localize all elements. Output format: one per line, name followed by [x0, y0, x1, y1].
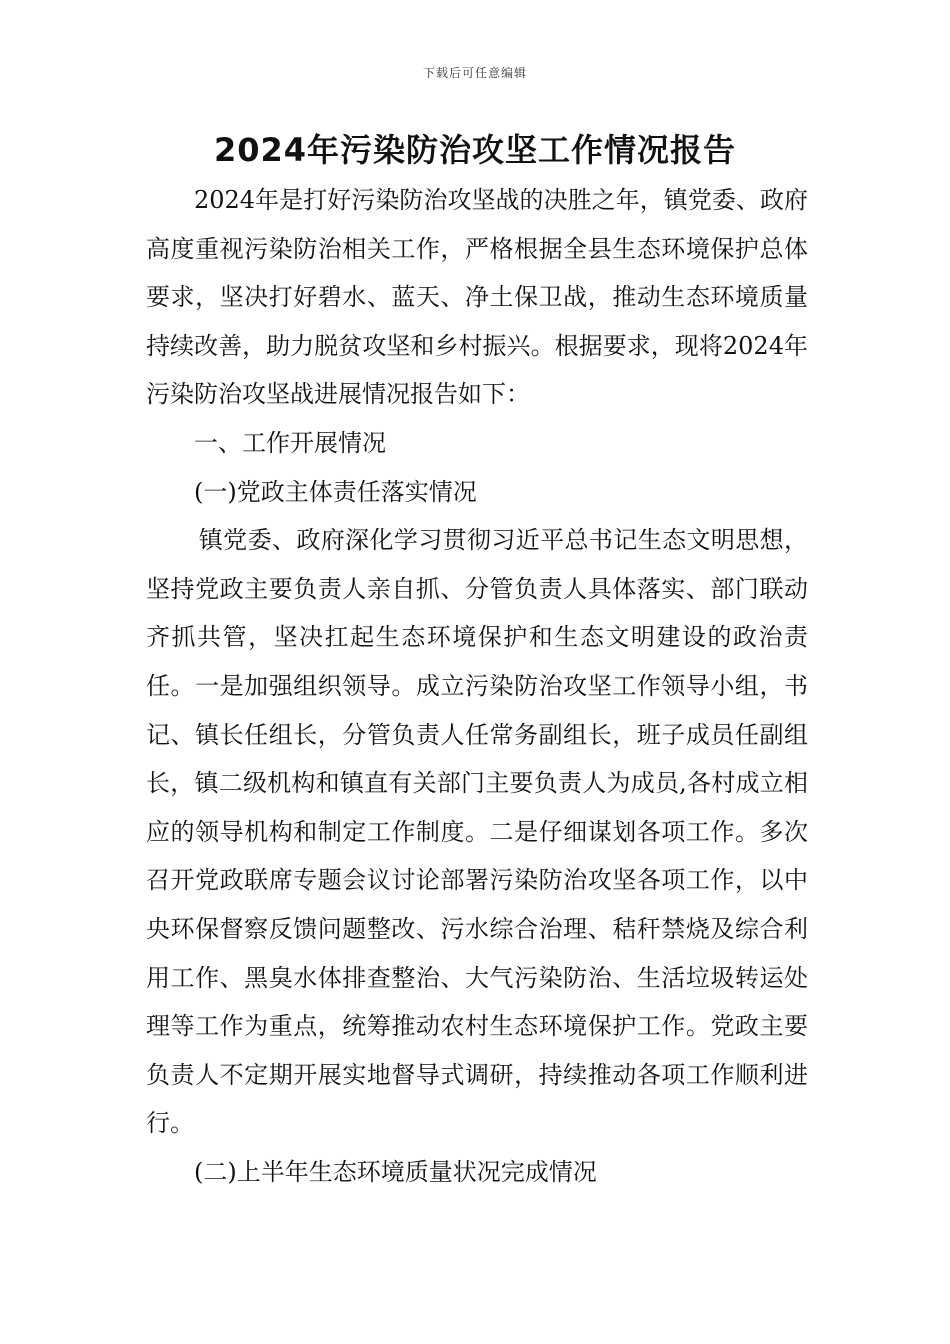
subsection-heading: (一)党政主体责任落实情况	[194, 477, 477, 506]
subsection-heading: (二)上半年生态环境质量状况完成情况	[194, 1157, 597, 1186]
document-title: 2024年污染防治攻坚工作情况报告	[213, 131, 737, 169]
intro-paragraph: 2024年是打好污染防治攻坚战的决胜之年，镇党委、政府高度重视污染防治相关工作，严格根据全县生态环境保护总体要求，坚决打好碧水、蓝天、净土保卫战，推动生态环境质量持续改善，助力脱贫攻坚和乡村振兴。根据要求，现将2024年污染防治攻坚战进展情况报告如下：	[146, 186, 808, 409]
section-heading: 一、工作开展情况	[194, 428, 386, 457]
header-note: 下载后可任意编辑	[422, 66, 527, 80]
document-body	[146, 176, 808, 1196]
body-paragraph: 镇党委、政府深化学习贯彻习近平总书记生态文明思想，坚持党政主要负责人亲自抓、分管负责人具体落实、部门联动齐抓共管，坚决扛起生态环境保护和生态文明建设的政治责任。一是加强组织领导。成立污染防治攻坚工作领导小组，书记、镇长任组长，分管负责人任常务副组长，班子成员任副组长，镇二级机构和镇直有关部门主要负责人为成员,各村成立相应的领导机构和制定工作制度。二是仔细谋划各项工作。多次召开党政联席专题会议讨论部署污染防治攻坚各项工作，以中央环保督察反馈问题整改、污水综合治理、秸秆禁烧及综合利用工作、黑臭水体排查整治、大气污染防治、生活垃圾转运处理等工作为重点，统筹推动农村生态环境保护工作。党政主要负责人不定期开展实地督导式调研，持续推动各项工作顺利进行。	[146, 526, 808, 1138]
